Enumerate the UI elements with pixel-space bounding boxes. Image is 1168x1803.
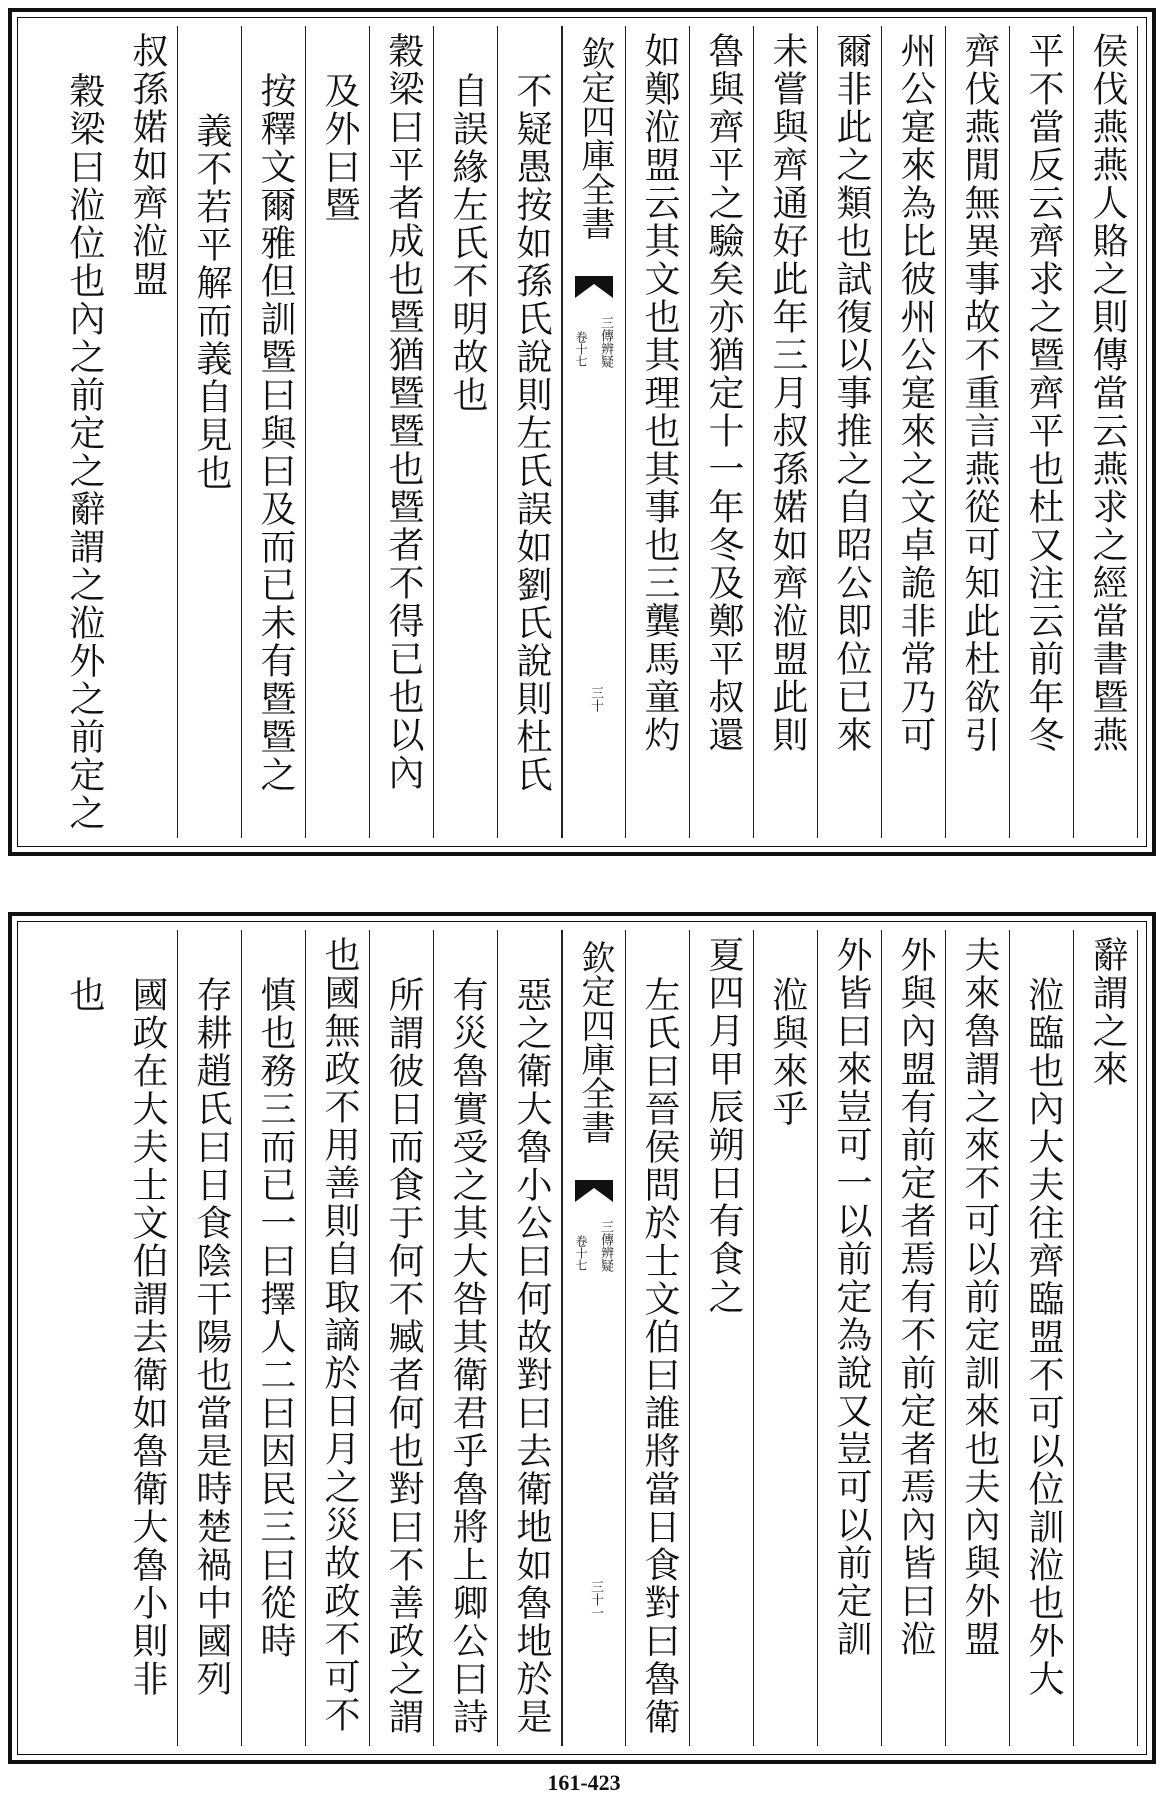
column-text: 存耕趙氏曰日食陰干陽也當是時楚禍中國列 bbox=[191, 976, 232, 1698]
text-column bbox=[690, 26, 754, 838]
fish-tail-mark-icon bbox=[575, 276, 613, 306]
column-text: 爾非此之類也試復以事推之自昭公即位已來 bbox=[831, 32, 872, 754]
column-text: 侯伐燕燕人賂之則傳當云燕求之經當書暨燕 bbox=[1087, 32, 1128, 754]
column-text: 涖與來乎 bbox=[767, 976, 808, 1128]
column-text: 不疑愚按如孫氏說則左氏誤如劉氏說則杜氏 bbox=[511, 72, 552, 794]
column-text: 穀梁曰涖位也內之前定之辭謂之涖外之前定之 bbox=[64, 72, 105, 832]
text-column bbox=[242, 930, 306, 1746]
text-column bbox=[1074, 26, 1138, 838]
column-text: 有災魯實受之其大咎其衛君乎魯將上卿公曰詩 bbox=[447, 976, 488, 1736]
text-column bbox=[946, 26, 1010, 838]
column-text: 按釋文爾雅但訓暨曰與曰及而已未有暨暨之 bbox=[255, 72, 296, 794]
column-text: 叔孫婼如齊涖盟 bbox=[127, 32, 168, 298]
center-fold-column bbox=[562, 930, 626, 1746]
text-column bbox=[626, 26, 690, 838]
center-subtitle: 三傳辨疑 bbox=[598, 1220, 613, 1272]
text-column bbox=[754, 26, 818, 838]
column-text: 州公寔來為比彼州公寔來之文卓詭非常乃可 bbox=[895, 32, 936, 754]
text-column bbox=[498, 26, 562, 838]
text-column bbox=[1010, 26, 1074, 838]
column-text: 夫來魯謂之來不可以前定訓來也夫內與外盟 bbox=[959, 936, 1000, 1658]
text-column bbox=[306, 26, 370, 838]
center-subtitle: 三傳辨疑 bbox=[598, 316, 613, 368]
fish-tail-mark-icon bbox=[575, 1180, 613, 1210]
text-column bbox=[306, 930, 370, 1746]
text-column bbox=[178, 26, 242, 838]
column-text: 自誤緣左氏不明故也 bbox=[447, 72, 488, 414]
text-column bbox=[882, 930, 946, 1746]
footer-page-number: 161-423 bbox=[547, 1770, 621, 1795]
text-column bbox=[242, 26, 306, 838]
column-text: 未嘗與齊通好此年三月叔孫婼如齊涖盟此則 bbox=[767, 32, 808, 754]
center-fold-column bbox=[562, 26, 626, 838]
text-column bbox=[434, 930, 498, 1746]
column-text: 辭謂之來 bbox=[1087, 936, 1128, 1088]
column-text: 齊伐燕閒無異事故不重言燕從可知此杜欲引 bbox=[959, 32, 1000, 754]
text-column bbox=[1010, 930, 1074, 1746]
text-column bbox=[370, 930, 434, 1746]
text-column bbox=[34, 26, 114, 838]
text-column bbox=[114, 26, 178, 838]
center-volume: 卷十七 bbox=[574, 331, 588, 367]
column-text: 左氏曰晉侯問於士文伯曰誰將當日食對曰魯衛 bbox=[639, 976, 680, 1736]
text-column bbox=[818, 930, 882, 1746]
column-text: 也 bbox=[64, 976, 105, 1014]
center-title: 欽定四庫全書 bbox=[575, 36, 615, 240]
column-text: 魯與齊平之驗矣亦猶定十一年冬及鄭平叔還 bbox=[703, 32, 744, 754]
column-text: 惡之衛大魯小公曰何故對曰去衛地如魯地於是 bbox=[511, 976, 552, 1736]
column-text: 慎也務三而已一曰擇人二曰因民三曰從時 bbox=[255, 976, 296, 1660]
text-column bbox=[882, 26, 946, 838]
column-text: 義不若平解而義自見也 bbox=[191, 112, 232, 492]
column-text: 所謂彼日而食于何不臧者何也對曰不善政之謂 bbox=[383, 976, 424, 1736]
center-title: 欽定四庫全書 bbox=[575, 940, 615, 1144]
column-text: 夏四月甲辰朔日有食之 bbox=[703, 936, 744, 1316]
text-column bbox=[1074, 930, 1138, 1746]
text-column bbox=[626, 930, 690, 1746]
column-text: 也國無政不用善則自取謫於日月之災故政不可不 bbox=[319, 936, 360, 1734]
text-column bbox=[946, 930, 1010, 1746]
text-column bbox=[370, 26, 434, 838]
text-column bbox=[178, 930, 242, 1746]
column-text: 穀梁曰平者成也暨猶暨暨也暨者不得已也以內 bbox=[383, 32, 424, 792]
text-column bbox=[434, 26, 498, 838]
center-page-number: 三十 bbox=[588, 686, 603, 712]
text-column bbox=[34, 930, 114, 1746]
column-text: 如鄭涖盟云其文也其理也其事也三龔馬童灼 bbox=[639, 32, 680, 754]
center-volume: 卷十七 bbox=[574, 1235, 588, 1271]
text-column bbox=[498, 930, 562, 1746]
page-top bbox=[8, 8, 1156, 856]
column-text: 及外曰暨 bbox=[319, 72, 360, 224]
column-text: 外皆曰來豈可一以前定為說又豈可以前定訓 bbox=[831, 936, 872, 1658]
column-text: 平不當反云齊求之暨齊平也杜又注云前年冬 bbox=[1023, 32, 1064, 754]
center-page-number: 三十一 bbox=[588, 1580, 603, 1619]
text-column bbox=[690, 930, 754, 1746]
column-text: 外與內盟有前定者焉有不前定者焉內皆曰涖 bbox=[895, 936, 936, 1658]
text-column bbox=[754, 930, 818, 1746]
text-column bbox=[114, 930, 178, 1746]
text-column bbox=[818, 26, 882, 838]
column-text: 國政在大夫士文伯謂去衛如魯衛大魯小則非 bbox=[127, 976, 168, 1698]
page-bottom bbox=[8, 912, 1156, 1764]
column-text: 涖臨也內大夫往齊臨盟不可以位訓涖也外大 bbox=[1023, 976, 1064, 1698]
